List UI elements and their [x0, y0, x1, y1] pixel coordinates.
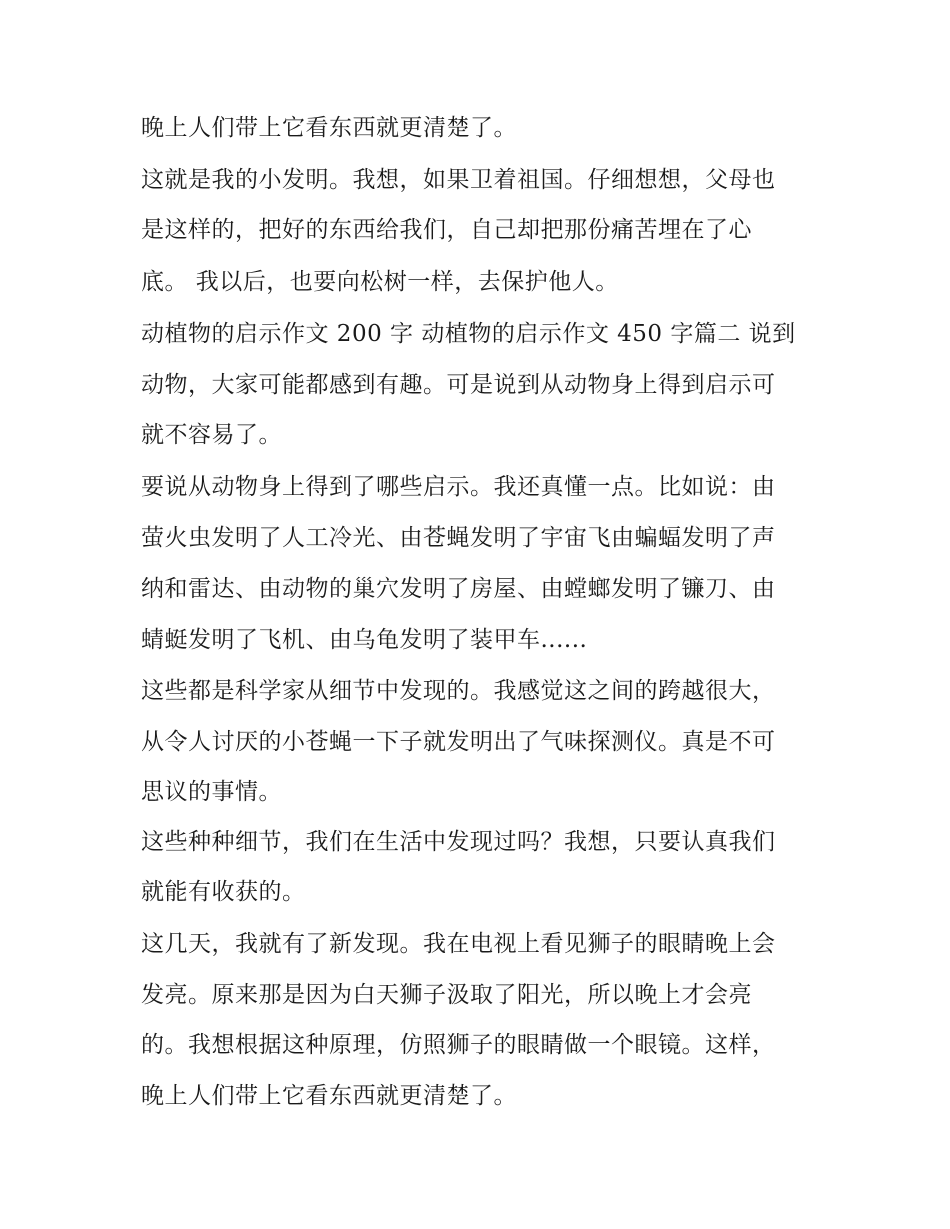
text-line: 从令人讨厌的小苍蝇一下子就发明出了气味探测仪。真是不可	[141, 729, 776, 755]
text-line: 晚上人们带上它看东西就更清楚了。	[141, 115, 517, 141]
text-line: 这些都是科学家从细节中发现的。我感觉这之间的跨越很大，	[141, 678, 776, 704]
text-line: 底。 我以后，也要向松树一样，去保护他人。	[141, 269, 619, 295]
text-line: 发亮。原来那是因为白天狮子汲取了阳光，所以晚上才会亮	[141, 982, 752, 1008]
text-line: 就不容易了。	[141, 422, 282, 448]
text-line: 的。我想根据这种原理，仿照狮子的眼睛做一个眼镜。这样，	[141, 1032, 776, 1058]
text-line: 是这样的，把好的东西给我们，自己却把那份痛苦埋在了心	[141, 217, 752, 243]
text-line: 动植物的启示作文 200 字 动植物的启示作文 450 字篇二 说到	[141, 321, 796, 347]
text-line: 动物，大家可能都感到有趣。可是说到从动物身上得到启示可	[141, 372, 776, 398]
text-line: 晚上人们带上它看东西就更清楚了。	[141, 1083, 517, 1109]
text-line: 这就是我的小发明。我想，如果卫着祖国。仔细想想，父母也	[141, 167, 776, 193]
text-line: 这几天，我就有了新发现。我在电视上看见狮子的眼睛晚上会	[141, 931, 776, 957]
text-line: 纳和雷达、由动物的巢穴发明了房屋、由螳螂发明了镰刀、由	[141, 576, 776, 602]
text-line: 就能有收获的。	[141, 879, 306, 905]
text-line: 要说从动物身上得到了哪些启示。我还真懂一点。比如说：由	[141, 474, 776, 500]
text-line: 萤火虫发明了人工冷光、由苍蝇发明了宇宙飞由蝙蝠发明了声	[141, 525, 776, 551]
text-line: 蜻蜓发明了飞机、由乌龟发明了装甲车......	[141, 627, 588, 653]
text-line: 这些种种细节，我们在生活中发现过吗？我想，只要认真我们	[141, 829, 776, 855]
text-line: 思议的事情。	[141, 779, 282, 805]
